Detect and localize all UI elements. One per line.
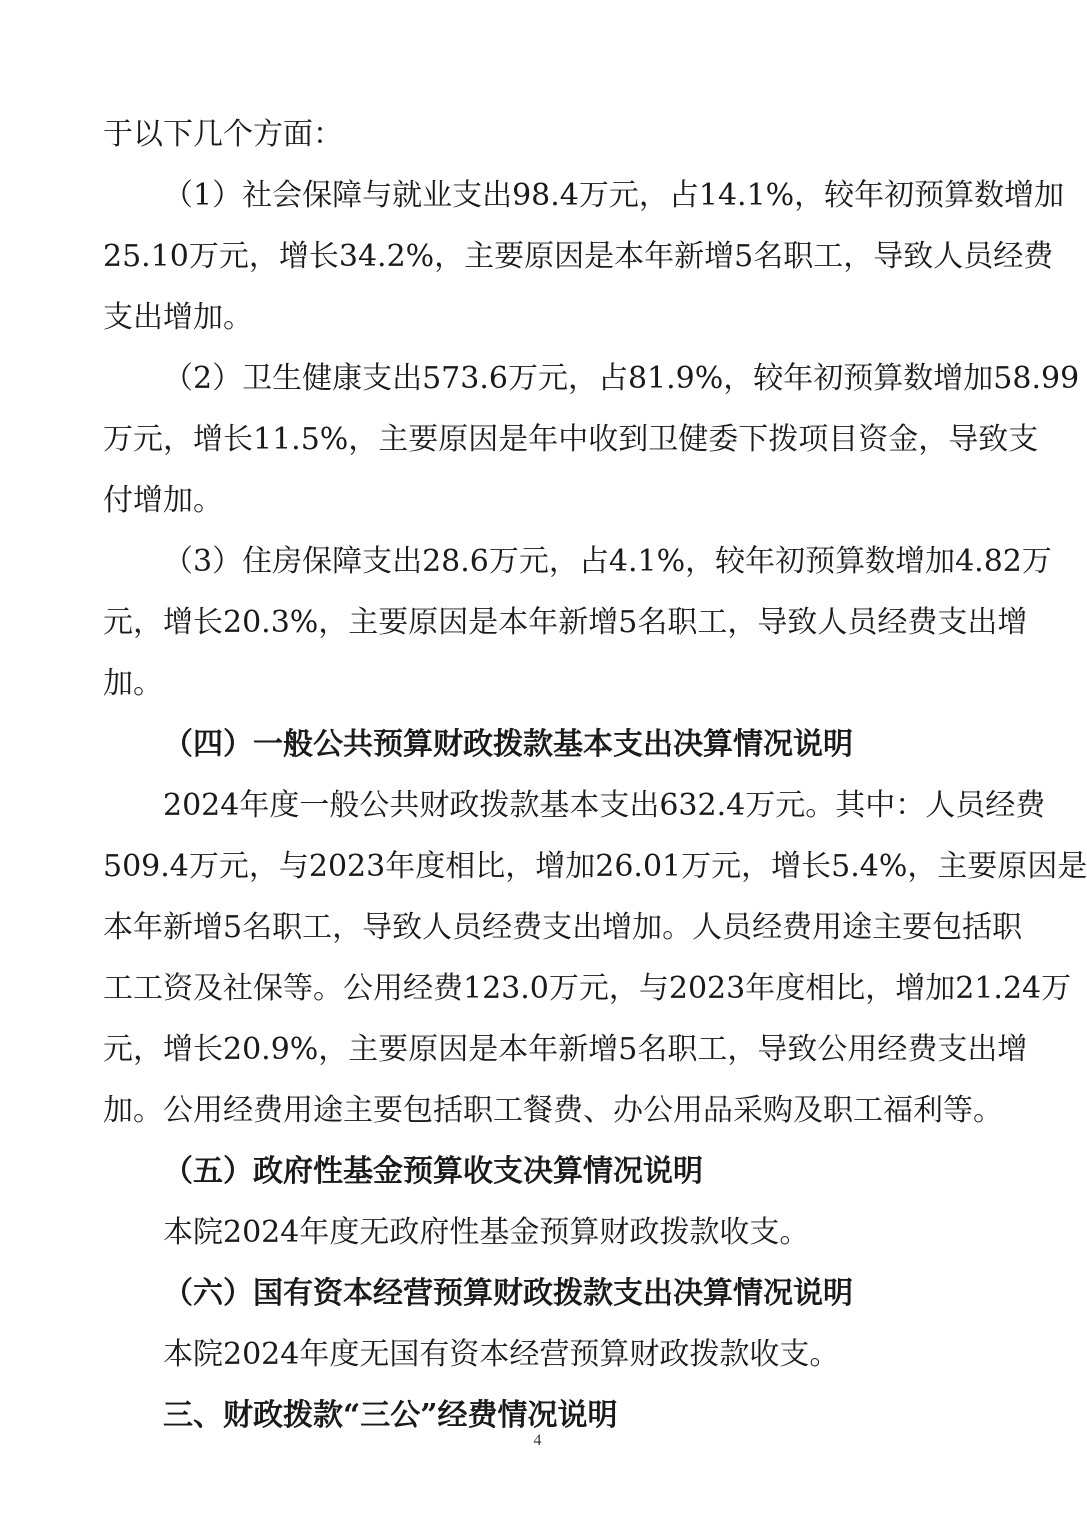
- page-number: 4: [533, 1432, 542, 1449]
- paragraph-line: 加。公用经费用途主要包括职工餐费、办公用品采购及职工福利等。: [103, 1093, 1003, 1128]
- paragraph-line: 支出增加。: [103, 300, 253, 335]
- paragraph-line: 工工资及社保等。公用经费123.0万元，与2023年度相比，增加21.24万: [103, 971, 1072, 1006]
- paragraph-line: 509.4万元，与2023年度相比，增加26.01万元，增长5.4%，主要原因是: [103, 849, 1087, 884]
- paragraph-line: （2）卫生健康支出573.6万元，占81.9%，较年初预算数增加58.99: [163, 361, 1080, 396]
- paragraph-line: 元，增长20.9%，主要原因是本年新增5名职工，导致公用经费支出增: [103, 1032, 1028, 1067]
- paragraph-line: 万元，增长11.5%，主要原因是年中收到卫健委下拨项目资金，导致支: [103, 422, 1039, 457]
- paragraph-line: 本院2024年度无国有资本经营预算财政拨款收支。: [163, 1337, 840, 1372]
- section-heading-6: （六）国有资本经营预算财政拨款支出决算情况说明: [163, 1276, 853, 1311]
- section-heading-4: （四）一般公共预算财政拨款基本支出决算情况说明: [163, 727, 853, 762]
- paragraph-line: 于以下几个方面：: [103, 117, 343, 152]
- section-heading-5: （五）政府性基金预算收支决算情况说明: [163, 1154, 703, 1189]
- paragraph-line: 本年新增5名职工，导致人员经费支出增加。人员经费用途主要包括职: [103, 910, 1023, 945]
- section-heading-3: 三、财政拨款“三公”经费情况说明: [163, 1398, 618, 1433]
- paragraph-line: （1）社会保障与就业支出98.4万元，占14.1%，较年初预算数增加: [163, 178, 1065, 213]
- paragraph-line: （3）住房保障支出28.6万元，占4.1%，较年初预算数增加4.82万: [163, 544, 1052, 579]
- paragraph-line: 付增加。: [103, 483, 223, 518]
- document-body: [103, 104, 1087, 1446]
- paragraph-line: 加。: [103, 666, 163, 701]
- paragraph-line: 25.10万元，增长34.2%，主要原因是本年新增5名职工，导致人员经费: [103, 239, 1054, 274]
- paragraph-line: 本院2024年度无政府性基金预算财政拨款收支。: [163, 1215, 810, 1250]
- paragraph-line: 元，增长20.3%，主要原因是本年新增5名职工，导致人员经费支出增: [103, 605, 1028, 640]
- paragraph-line: 2024年度一般公共财政拨款基本支出632.4万元。其中：人员经费: [163, 788, 1046, 823]
